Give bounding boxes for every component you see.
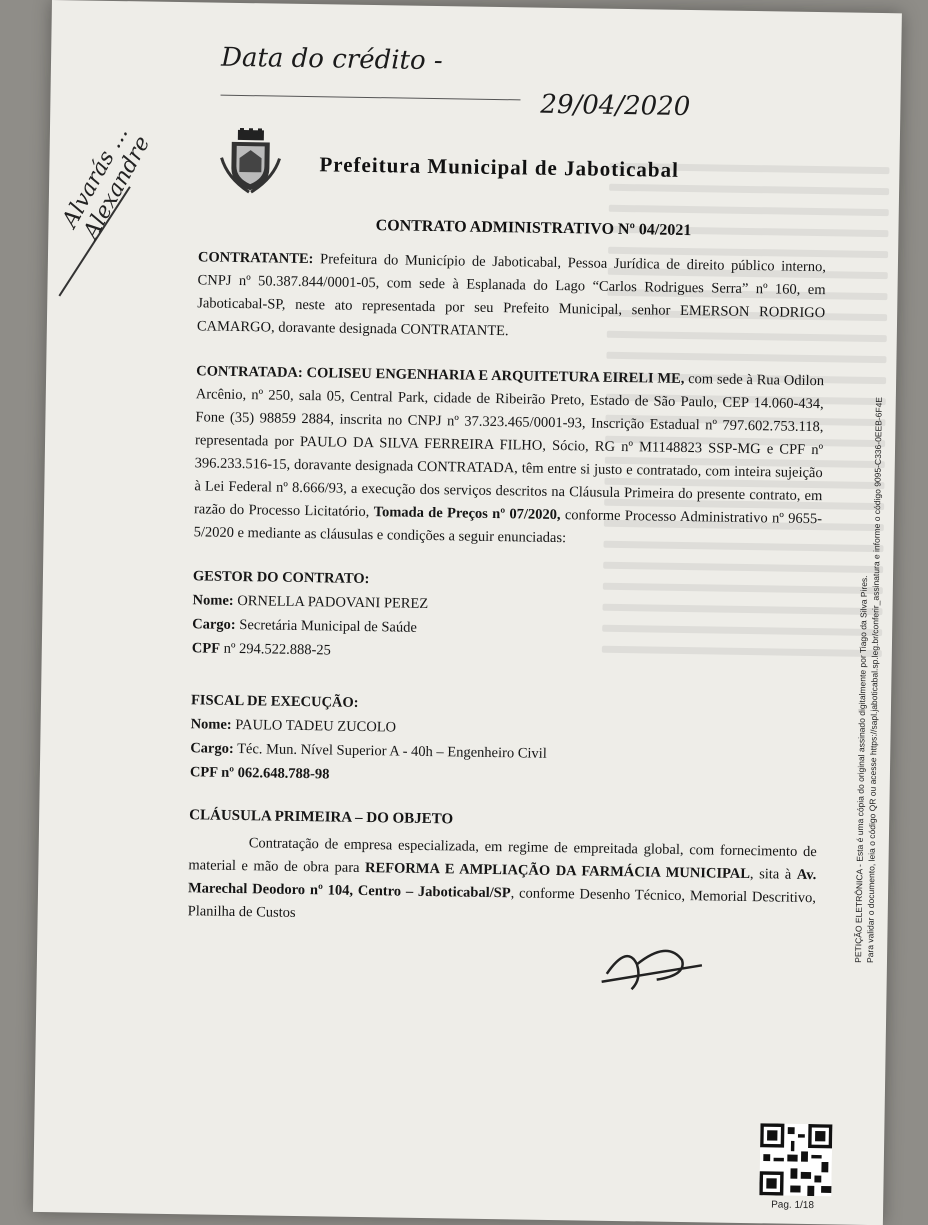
contratada-paragraph [193, 360, 824, 554]
gestor-block [192, 564, 821, 670]
gestor-cargo: Secretária Municipal de Saúde [239, 617, 417, 636]
contratante-label: CONTRATANTE: [197, 249, 314, 268]
gestor-name: ORNELLA PADOVANI PEREZ [237, 592, 429, 612]
handwritten-underline [221, 95, 521, 101]
clause-text-3: , conforme Desenho Técnico, Memorial Descritivo, Planilha de Custos [187, 885, 817, 921]
clause-bold-1: REFORMA E AMPLIAÇÃO DA FARMÁCIA MUNICIPAL [364, 860, 751, 883]
clause-text-1: Contratação de empresa especializada, em regime de empreitada global, com fornecimento de material e mão de obra para [188, 835, 817, 876]
clause-one-title: CLÁUSULA PRIMEIRA – DO OBJETO [189, 807, 454, 828]
stamp-line-2: Para validar o documento, leia o código QR ou acesse https://sapl.jaboticabal.sp.leg.br/conferir_assinatura e informe o código 9095-C336-0EEB-6F4E [864, 396, 884, 964]
side-handwritten-note: Alvarás ... Alexandre [57, 122, 156, 244]
handwritten-credit-date: 29/04/2020 [540, 89, 691, 123]
contratada-text-1: com sede à Rua Odilon Arcênio, nº 250, sala 05, Central Park, cidade de Ribeirão Preto, Estado de São Paulo, CEP 14.060-434, Fone (35) 98859 2884, inscrita no CNPJ nº 37.323.465/0001-93, Inscrição Estadual nº 797.602.753.118, representada por PAULO DA SILVA FERREIRA FILHO, Sócio, RG nº M1148823 SSP-MG e CPF nº 396.233.516-15, doravante designada CONTRATADA, têm entre si justo e contratado, com inteira sujeição à Lei Federal nº 8.666/93, a execução dos serviços descritos na Cláusula Primeira do presente contrato, em razão do Processo Licitatório, [193, 371, 825, 521]
fiscal-name: PAULO TADEU ZUCOLO [235, 716, 397, 736]
signature-mark [596, 934, 707, 1006]
fiscal-block [190, 688, 819, 794]
gestor-cpf: nº 294.522.888-25 [223, 640, 331, 659]
clause-one-text [188, 831, 817, 933]
stamp-line-1: PETIÇÃO ELETRÔNICA - Esta é uma cópia do original assinado digitalmente por Tiago da Silva Pires. [852, 575, 870, 963]
contract-number: CONTRATO ADMINISTRATIVO Nº 04/2021 [375, 217, 692, 240]
fiscal-name-label: Nome: [190, 716, 232, 733]
municipal-crest-icon [219, 128, 282, 195]
contratada-label: CONTRATADA: COLISEU ENGENHARIA E ARQUITETURA EIRELI ME, [196, 363, 685, 387]
gestor-cpf-label: CPF [191, 640, 221, 657]
fiscal-title: FISCAL DE EXECUÇÃO: [190, 692, 359, 711]
clause-text-2: , sita à [749, 866, 792, 883]
contratada-text-2: conforme Processo Administrativo nº 9655-5/2020 e mediante as cláusulas e condições a seguir enunciadas: [193, 507, 823, 547]
contratada-bold: Tomada de Preços nº 07/2020, [373, 504, 561, 524]
contract-body [187, 246, 826, 947]
fiscal-cargo: Téc. Mun. Nível Superior A - 40h – Engenheiro Civil [237, 741, 547, 762]
fiscal-cpf: 062.648.788-98 [237, 765, 330, 783]
qr-code-icon[interactable] [759, 1123, 832, 1196]
fiscal-cpf-label: CPF nº [189, 764, 235, 781]
page-number: Pag. 1/18 [771, 1199, 815, 1212]
document-page [33, 0, 902, 1225]
gestor-name-label: Nome: [192, 592, 234, 609]
organization-name: Prefeitura Municipal de Jaboticabal [319, 152, 680, 182]
handwritten-credit-label: Data do crédito - [220, 42, 443, 77]
electronic-signature-stamp [852, 303, 902, 964]
clause-bold-2: Av. Marechal Deodoro nº 104, Centro – Jaboticabal/SP [187, 866, 817, 902]
gestor-title: GESTOR DO CONTRATO: [192, 568, 370, 588]
contratante-paragraph [197, 246, 826, 348]
fiscal-cargo-label: Cargo: [190, 740, 234, 757]
gestor-cargo-label: Cargo: [192, 616, 236, 633]
contratante-text: Prefeitura do Município de Jaboticabal, Pessoa Jurídica de direito público interno, CNPJ nº 50.387.844/0001-05, com sede à Esplanada do Lago “Carlos Rodrigues Serra” nº 160, em Jaboticabal-SP, neste ato representada por seu Prefeito Municipal, senhor EMERSON RODRIGO CAMARGO, doravante designada CONTRATANTE. [196, 251, 827, 340]
